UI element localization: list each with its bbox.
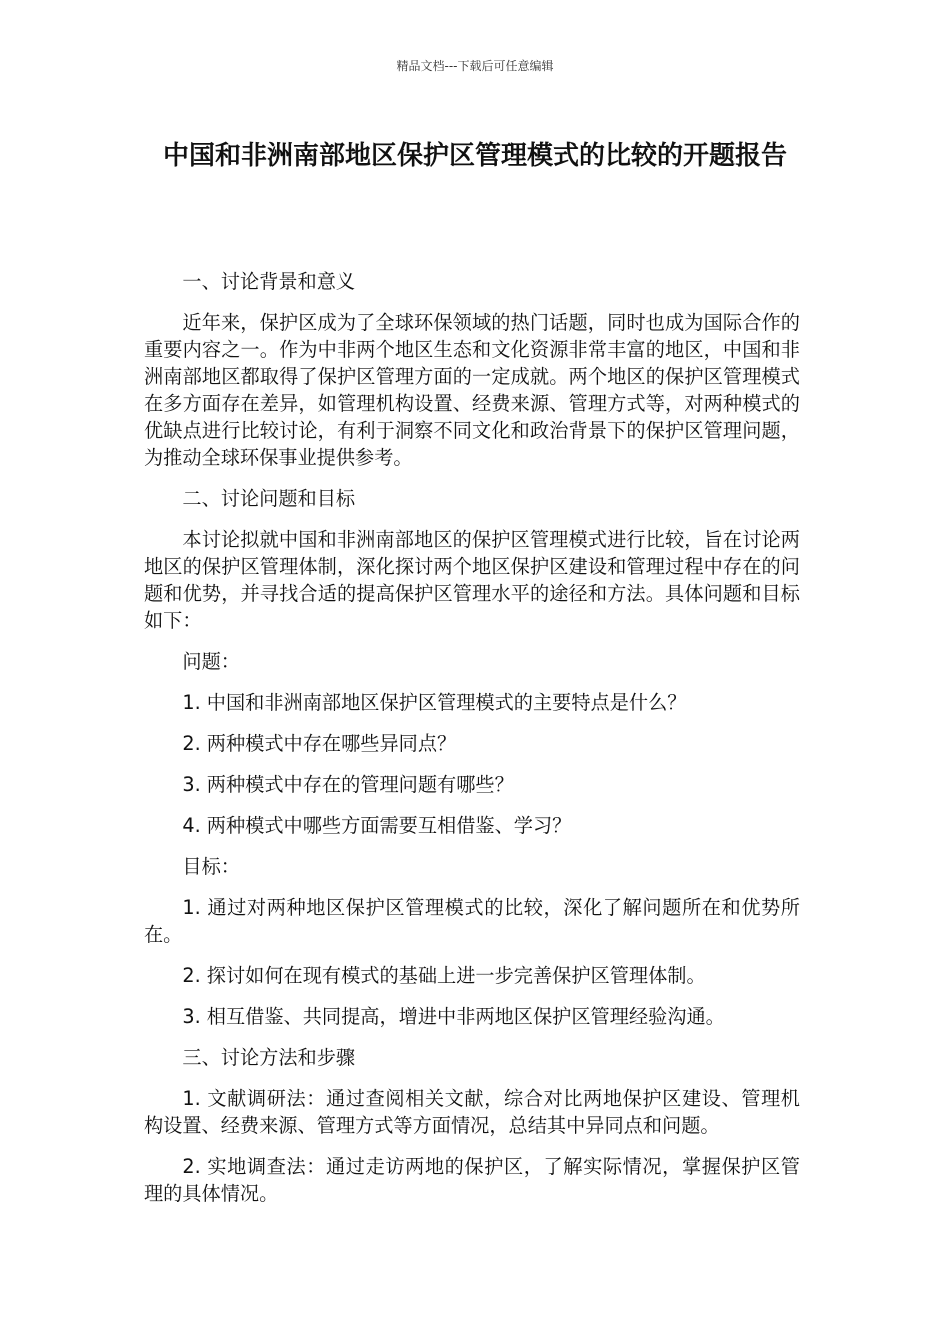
list-item: 1. 通过对两种地区保护区管理模式的比较，深化了解问题所在和优势所在。 [144,896,800,946]
paragraph: 近年来，保护区成为了全球环保领域的热门话题，同时也成为国际合作的重要内容之一。作为中非两个地区生态和文化资源非常丰富的地区，中国和非洲南部地区都取得了保护区管理方面的一定成就。两个地区的保护区管理模式在多方面存在差异，如管理机构设置、经费来源、管理方式等，对两种模式的优缺点进行比较讨论，有利于洞察不同文化和政治背景下的保护区管理问题，为推动全球环保事业提供参考。 [144,311,800,469]
list-item: 2. 两种模式中存在哪些异同点？ [182,732,457,755]
list-item: 3. 两种模式中存在的管理问题有哪些？ [182,773,514,796]
list-item: 2. 探讨如何在现有模式的基础上进一步完善保护区管理体制。 [182,964,706,987]
list-item: 1. 中国和非洲南部地区保护区管理模式的主要特点是什么？ [182,691,687,714]
header-watermark: 精品文档---下载后可任意编辑 [396,59,554,73]
section-heading: 一、讨论背景和意义 [182,270,356,293]
section-heading: 三、讨论方法和步骤 [182,1046,356,1069]
list-item: 3. 相互借鉴、共同提高，增进中非两地区保护区管理经验沟通。 [182,1005,725,1028]
list-item: 1. 文献调研法：通过查阅相关文献，综合对比两地保护区建设、管理机构设置、经费来源、管理方式等方面情况，总结其中异同点和问题。 [144,1087,800,1137]
document-body [144,268,800,1221]
paragraph: 本讨论拟就中国和非洲南部地区的保护区管理模式进行比较，旨在讨论两地区的保护区管理体制，深化探讨两个地区保护区建设和管理过程中存在的问题和优势，并寻找合适的提高保护区管理水平的途径和方法。具体问题和目标如下： [144,528,800,632]
list-item: 2. 实地调查法：通过走访两地的保护区，了解实际情况，掌握保护区管理的具体情况。 [144,1155,800,1205]
questions-label: 问题： [182,650,240,673]
section-heading: 二、讨论问题和目标 [182,487,356,510]
document-title: 中国和非洲南部地区保护区管理模式的比较的开题报告 [162,141,787,171]
list-item: 4. 两种模式中哪些方面需要互相借鉴、学习？ [182,814,572,837]
goals-label: 目标： [182,855,240,878]
